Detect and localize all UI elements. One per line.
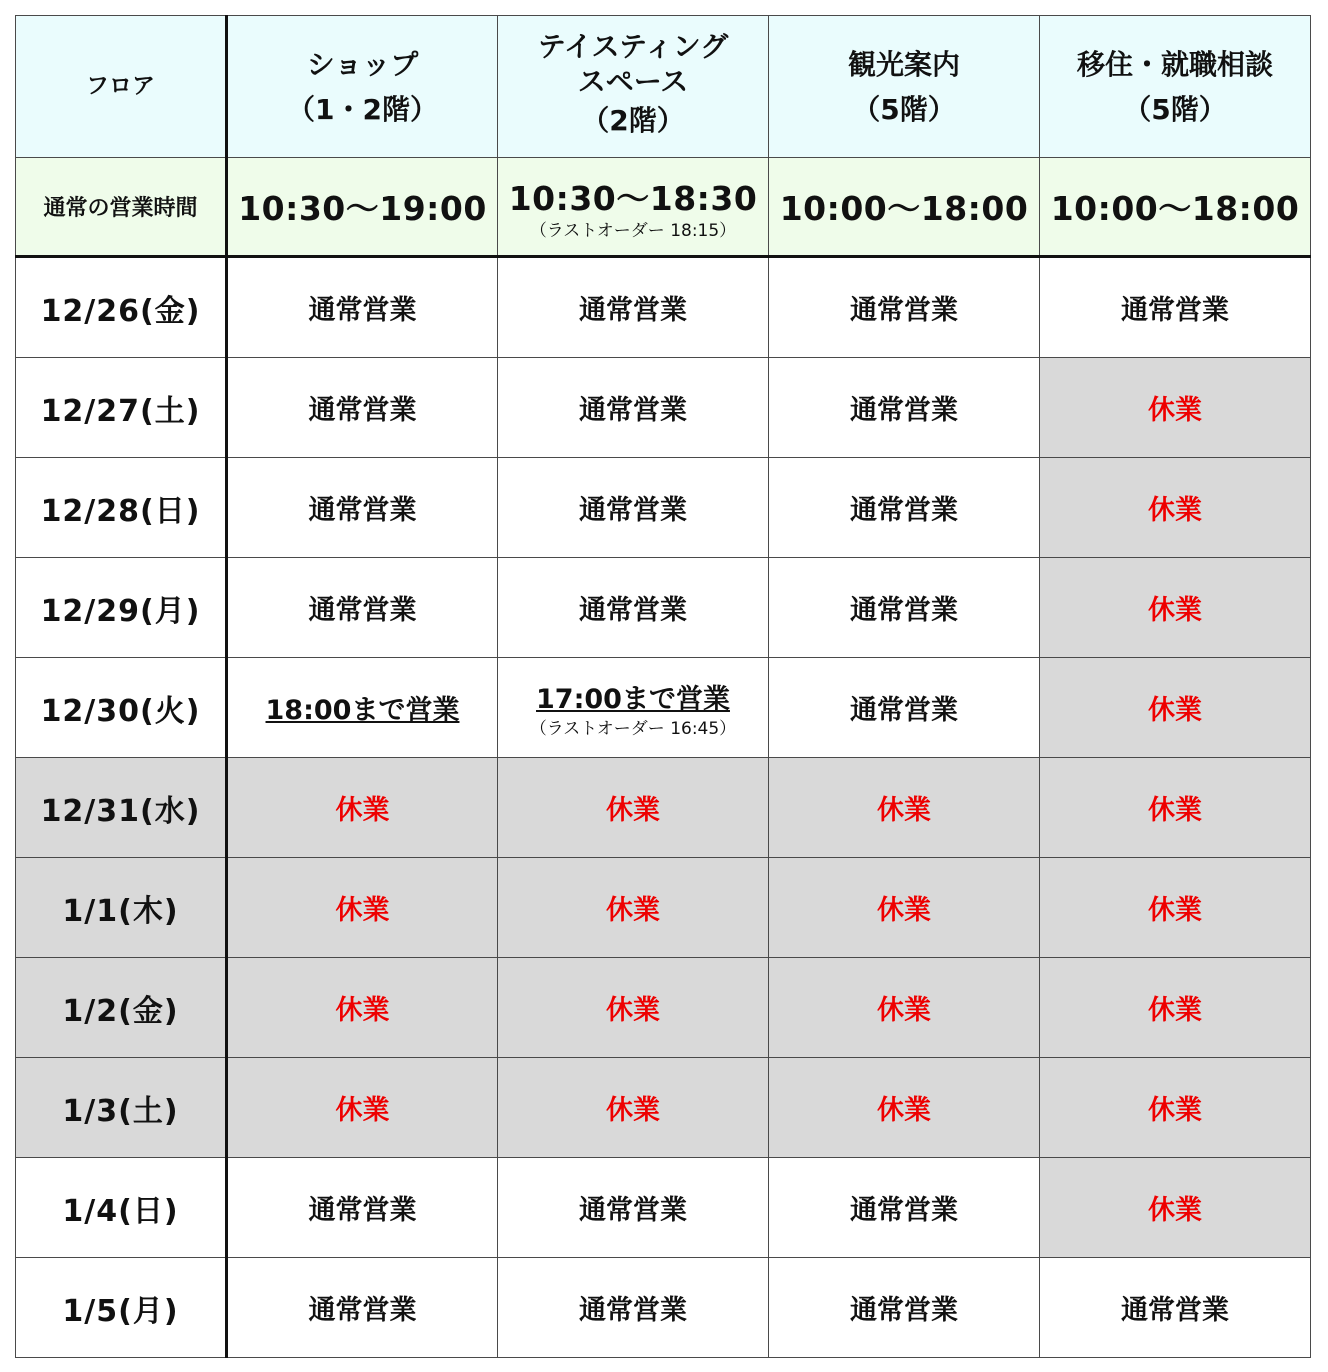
- area-name: ショップ: [306, 47, 419, 81]
- status-open: 通常営業: [498, 458, 769, 558]
- hours-value: 10:30～18:30: [508, 178, 758, 218]
- hours-cell: [227, 158, 498, 257]
- date-cell: 1/5(月): [16, 1258, 227, 1358]
- status-open: 通常営業: [498, 558, 769, 658]
- status-closed: 休業: [1040, 358, 1311, 458]
- status-closed: 休業: [1040, 958, 1311, 1058]
- status-closed: 休業: [227, 858, 498, 958]
- table-row: [16, 758, 1311, 858]
- last-order-note: （ラストオーダー 16:45）: [529, 718, 737, 739]
- status-open: 通常営業: [498, 358, 769, 458]
- table-row: [16, 858, 1311, 958]
- date-cell: 12/27(土): [16, 358, 227, 458]
- status-closed: 休業: [1040, 758, 1311, 858]
- area-floor: （1・2階）: [287, 92, 438, 126]
- status-closed: 休業: [498, 758, 769, 858]
- status-open: 通常営業: [769, 658, 1040, 758]
- status-closed: 休業: [769, 1058, 1040, 1158]
- status-closed: 休業: [1040, 558, 1311, 658]
- schedule-body: [16, 257, 1311, 1358]
- area-name: 観光案内: [847, 47, 960, 81]
- table-row: [16, 658, 1311, 758]
- hours-cell: [498, 158, 769, 257]
- area-name: テイスティング スペース: [537, 30, 729, 98]
- status-open: 通常営業: [1040, 257, 1311, 358]
- hours-cell: [1040, 158, 1311, 257]
- status-open: 通常営業: [769, 1158, 1040, 1258]
- status-closed: 休業: [227, 958, 498, 1058]
- area-floor: （5階）: [852, 92, 956, 126]
- hours-value: 10:30～19:00: [238, 189, 487, 228]
- status-closed: 休業: [1040, 658, 1311, 758]
- status-closed: 休業: [498, 1058, 769, 1158]
- status-open: 通常営業: [498, 1158, 769, 1258]
- status-closed: 休業: [227, 758, 498, 858]
- table-row: [16, 257, 1311, 358]
- hours-label: 通常の営業時間: [16, 158, 227, 257]
- date-cell: 12/31(水): [16, 758, 227, 858]
- date-cell: 1/3(土): [16, 1058, 227, 1158]
- status-closed: 休業: [1040, 858, 1311, 958]
- area-header-tourist-info: [769, 16, 1040, 158]
- floor-label: フロア: [16, 16, 227, 158]
- status-open: 通常営業: [769, 458, 1040, 558]
- hours-value: 10:00～18:00: [1050, 189, 1300, 228]
- status-closed: 休業: [1040, 458, 1311, 558]
- status-open: 通常営業: [769, 558, 1040, 658]
- hours-value: 10:00～18:00: [779, 189, 1029, 228]
- shortened-hours-text: 18:00まで営業: [265, 695, 460, 726]
- status-open: 通常営業: [227, 358, 498, 458]
- date-cell: 1/1(木): [16, 858, 227, 958]
- status-closed: 休業: [769, 858, 1040, 958]
- date-cell: 1/2(金): [16, 958, 227, 1058]
- date-cell: 12/30(火): [16, 658, 227, 758]
- hours-row: [16, 158, 1311, 257]
- header-row: [16, 16, 1311, 158]
- status-open: 通常営業: [1040, 1258, 1311, 1358]
- date-cell: 12/28(日): [16, 458, 227, 558]
- area-header-relocation: [1040, 16, 1311, 158]
- status-closed: 休業: [1040, 1158, 1311, 1258]
- status-open: 通常営業: [769, 1258, 1040, 1358]
- table-row: [16, 1158, 1311, 1258]
- status-closed: 休業: [498, 958, 769, 1058]
- status-closed: 休業: [1040, 1058, 1311, 1158]
- status-open: 通常営業: [227, 257, 498, 358]
- area-floor: （2階）: [581, 104, 685, 137]
- table-row: [16, 958, 1311, 1058]
- hours-cell: [769, 158, 1040, 257]
- date-cell: 12/26(金): [16, 257, 227, 358]
- status-open: 通常営業: [227, 458, 498, 558]
- table-row: [16, 358, 1311, 458]
- area-header-shop: [227, 16, 498, 158]
- status-closed: 休業: [498, 858, 769, 958]
- area-header-tasting: [498, 16, 769, 158]
- status-shortened: [498, 658, 769, 758]
- status-closed: 休業: [227, 1058, 498, 1158]
- status-open: 通常営業: [498, 1258, 769, 1358]
- status-closed: 休業: [769, 758, 1040, 858]
- status-shortened: [227, 658, 498, 758]
- status-open: 通常営業: [769, 257, 1040, 358]
- status-closed: 休業: [769, 958, 1040, 1058]
- status-open: 通常営業: [227, 558, 498, 658]
- area-floor: （5階）: [1123, 92, 1227, 126]
- table-row: [16, 458, 1311, 558]
- table-row: [16, 1258, 1311, 1358]
- area-name: 移住・就職相談: [1076, 47, 1273, 81]
- date-cell: 1/4(日): [16, 1158, 227, 1258]
- last-order-note: （ラストオーダー 18:15）: [529, 220, 737, 241]
- status-open: 通常営業: [227, 1258, 498, 1358]
- date-cell: 12/29(月): [16, 558, 227, 658]
- table-row: [16, 558, 1311, 658]
- business-hours-table: [15, 15, 1311, 1358]
- status-open: 通常営業: [498, 257, 769, 358]
- status-open: 通常営業: [227, 1158, 498, 1258]
- shortened-hours-text: 17:00まで営業: [536, 683, 730, 715]
- table-row: [16, 1058, 1311, 1158]
- status-open: 通常営業: [769, 358, 1040, 458]
